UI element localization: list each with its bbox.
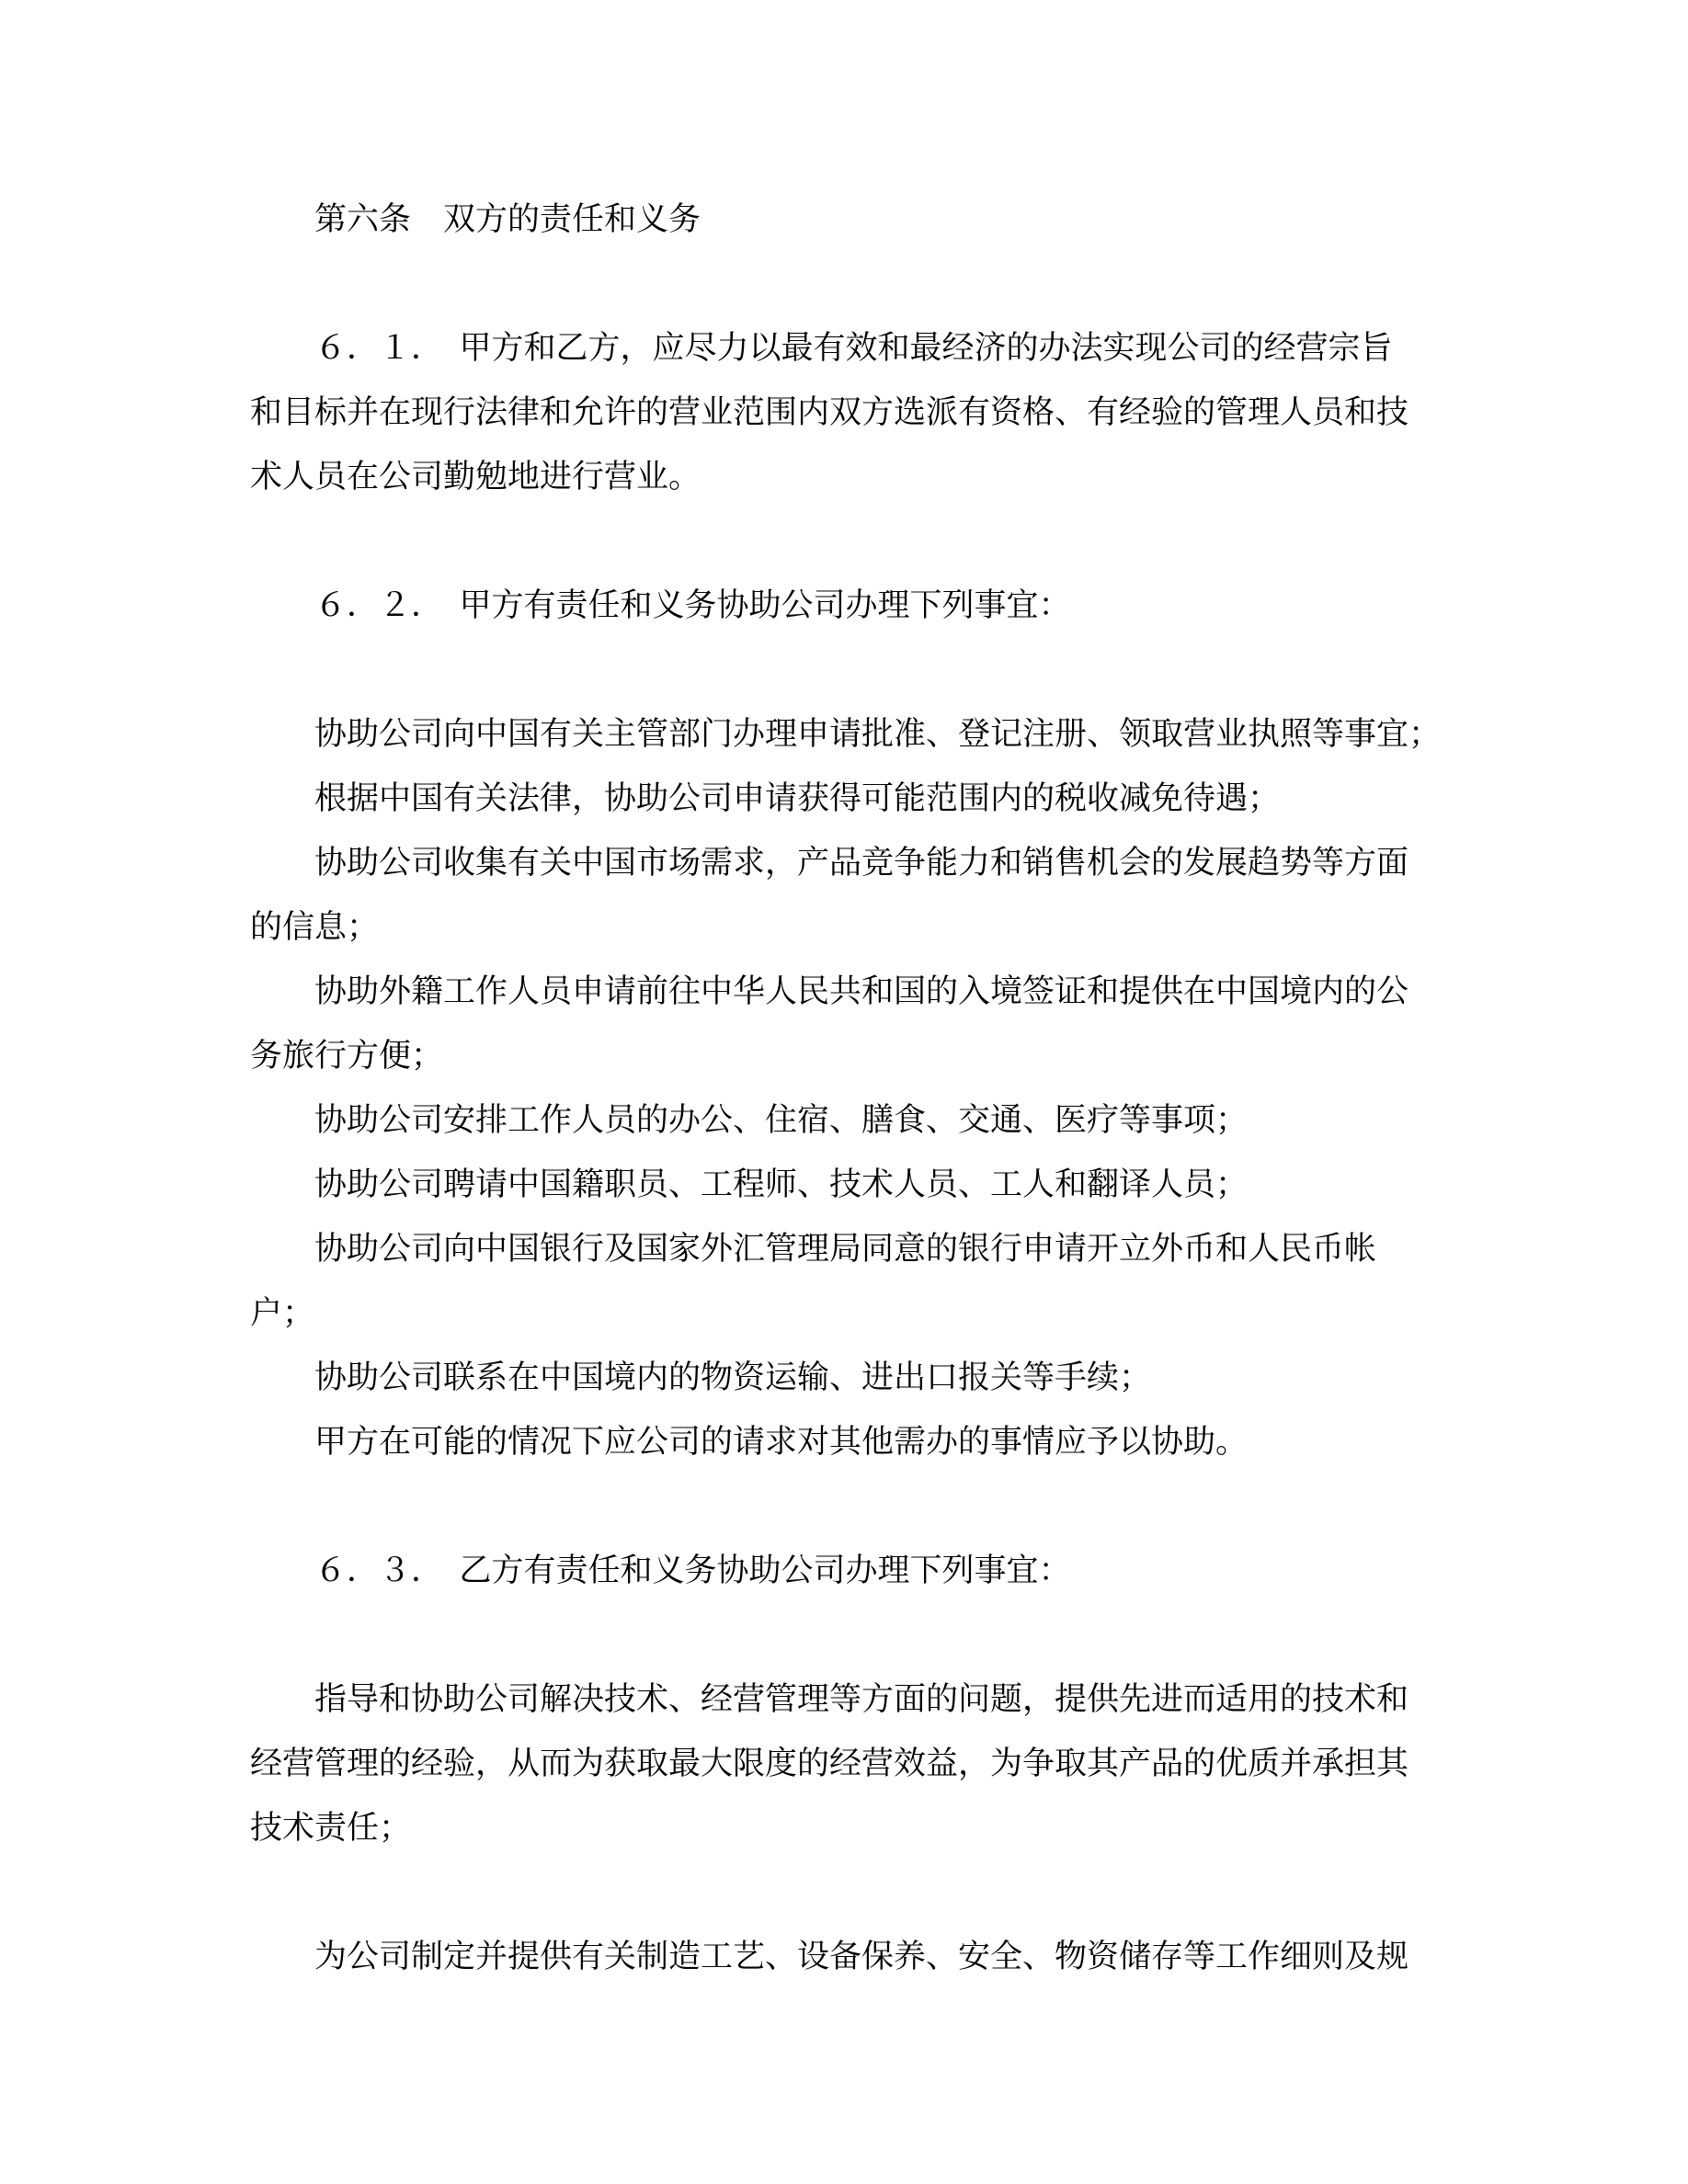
text-line: 为公司制定并提供有关制造工艺、设备保养、安全、物资储存等工作细则及规 [314, 1939, 1409, 1974]
text-line: ６．３． 乙方有责任和义务协助公司办理下列事宜： [314, 1553, 1071, 1588]
clause-6-3-item-1 [250, 1667, 1454, 1860]
text-line: 经营管理的经验，从而为获取最大限度的经营效益，为争取其产品的优质并承担其 [250, 1746, 1409, 1781]
text-line: 户； [250, 1295, 315, 1331]
text-line: 技术责任； [250, 1810, 412, 1846]
text-line: 术人员在公司勤勉地进行营业。 [250, 459, 701, 495]
heading-line: 第六条 双方的责任和义务 [314, 201, 701, 237]
clause-6-2-item-4 [250, 960, 1454, 1088]
text-line: ６．２． 甲方有责任和义务协助公司办理下列事宜： [314, 587, 1071, 623]
text-line: 协助公司安排工作人员的办公、住宿、膳食、交通、医疗等事项； [314, 1102, 1249, 1138]
clause-6-3-item-2 [250, 1925, 1454, 1989]
text-line: 和目标并在现行法律和允许的营业范围内双方选派有资格、有经验的管理人员和技 [250, 394, 1409, 430]
clause-6-2-item-9 [250, 1410, 1454, 1474]
clause-6-1 [250, 316, 1454, 509]
document-body [250, 188, 1454, 1989]
text-line: ６．１． 甲方和乙方，应尽力以最有效和最经济的办法实现公司的经营宗旨 [314, 330, 1393, 366]
text-line: 指导和协助公司解决技术、经营管理等方面的问题，提供先进而适用的技术和 [314, 1681, 1409, 1717]
text-line: 的信息； [250, 909, 380, 945]
clause-6-2-header [250, 574, 1454, 638]
text-line: 协助公司收集有关中国市场需求，产品竞争能力和销售机会的发展趋势等方面 [314, 845, 1409, 881]
text-line: 甲方在可能的情况下应公司的请求对其他需办的事情应予以协助。 [314, 1424, 1249, 1460]
clause-6-2-item-1 [250, 702, 1454, 767]
clause-6-2-item-2 [250, 767, 1454, 831]
text-line: 务旅行方便； [250, 1038, 444, 1074]
clause-6-2-item-5 [250, 1088, 1454, 1153]
text-line: 根据中国有关法律，协助公司申请获得可能范围内的税收减免待遇； [314, 780, 1281, 816]
text-line: 协助外籍工作人员申请前往中华人民共和国的入境签证和提供在中国境内的公 [314, 973, 1409, 1009]
clause-6-2-item-6 [250, 1153, 1454, 1217]
clause-6-2-item-8 [250, 1346, 1454, 1410]
article-heading [250, 188, 1454, 252]
text-line: 协助公司向中国银行及国家外汇管理局同意的银行申请开立外币和人民币帐 [314, 1231, 1377, 1267]
text-line: 协助公司联系在中国境内的物资运输、进出口报关等手续； [314, 1359, 1152, 1395]
clause-6-3-header [250, 1539, 1454, 1603]
text-line: 协助公司向中国有关主管部门办理申请批准、登记注册、领取营业执照等事宜； [314, 716, 1442, 752]
clause-6-2-item-7 [250, 1217, 1454, 1346]
clause-6-2-item-3 [250, 831, 1454, 960]
text-line: 协助公司聘请中国籍职员、工程师、技术人员、工人和翻译人员； [314, 1166, 1249, 1202]
